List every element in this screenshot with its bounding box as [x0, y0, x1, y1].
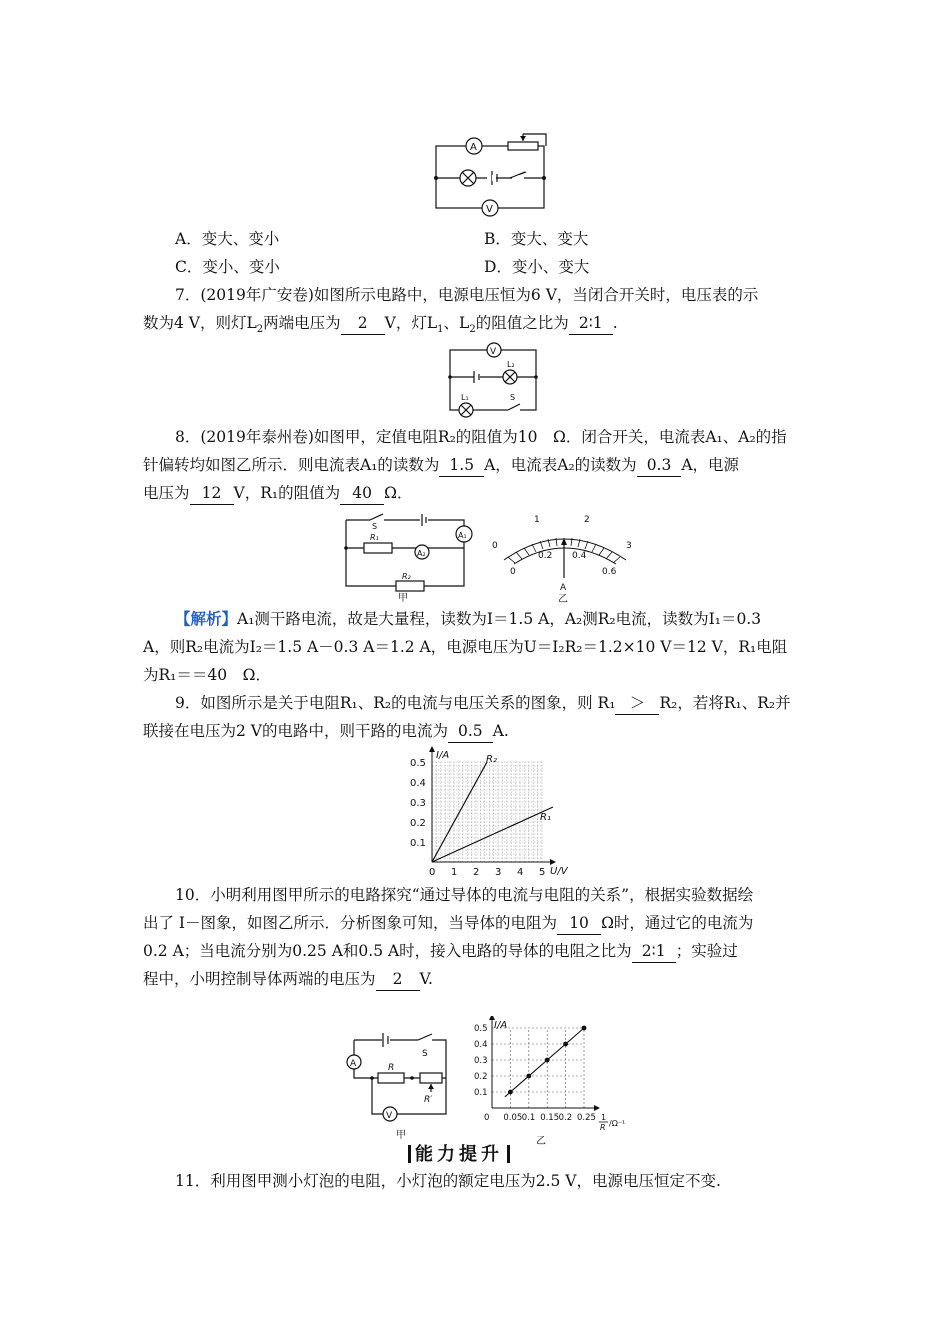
x-axis-arrow	[594, 1105, 600, 1111]
svg-text:0.6: 0.6	[602, 567, 617, 577]
svg-text:甲: 甲	[398, 593, 408, 604]
q10-chart-series	[505, 1026, 587, 1097]
q10-line2: 出了 I－图象，如图乙所示．分析图象可知，当导体的电阻为 10 Ω时，通过它的电流为	[143, 912, 753, 935]
q9-line1: 9．如图所示是关于电阻R₁、R₂的电流与电压关系的图象，则 R₁ ＞ R₂，若将R₁、R₂并	[175, 692, 791, 715]
svg-text:R′: R′	[424, 1095, 433, 1105]
q9-chart-series	[432, 762, 553, 862]
q10-xlabel-unit: /Ω⁻¹	[609, 1119, 626, 1128]
x-tick-label: 0.15	[540, 1113, 560, 1123]
x-axis-arrow	[550, 859, 556, 865]
svg-text:S: S	[372, 522, 378, 531]
series-line-r2	[432, 762, 487, 862]
q8-answer-2: 0.3	[637, 454, 682, 477]
series-line	[505, 1028, 584, 1097]
q7-circuit-diagram	[446, 340, 542, 420]
q10-answer-2: 2∶1	[632, 940, 676, 963]
svg-text:V: V	[386, 1111, 393, 1121]
y-tick-label: 0.1	[410, 838, 426, 849]
q10-answer-1: 10	[557, 912, 601, 935]
q9-chart-ylabel: I/A	[436, 750, 450, 761]
svg-text:2: 2	[584, 515, 590, 525]
q9-chart-xlabel: U/V	[550, 866, 568, 877]
q8-ammeter-dial-yi	[486, 508, 636, 604]
svg-text:A: A	[560, 583, 567, 593]
x-tick-label: 2	[473, 867, 480, 878]
svg-text:3: 3	[626, 541, 632, 551]
q8-line1: 8．(2019年泰州卷)如图甲，定值电阻R₂的阻值为10 Ω．闭合开关，电流表A₁、A₂的指	[175, 428, 787, 446]
svg-text:S: S	[510, 393, 516, 402]
data-point	[545, 1058, 550, 1063]
y-tick-label: 0.3	[410, 798, 426, 809]
svg-text:R: R	[388, 1063, 395, 1073]
svg-text:R₁: R₁	[370, 533, 379, 542]
q7-line1: 7．(2019年广安卷)如图所示电路中，电源电压恒为6 V，当闭合开关时，电压表的示	[175, 286, 759, 304]
q9-chart-grid	[432, 762, 542, 862]
svg-text:L₁: L₁	[461, 393, 469, 402]
q7-line2: 数为4 V，则灯$L_2$两端电压为 2 V，灯$L_1$、$L_2$的阻值之比为 2∶1 .	[143, 314, 618, 336]
analysis-line2: A，则R₂电流为I₂＝1.5 A－0.3 A＝1.2 A，电源电压为U＝I₂R₂＝1.2×10 V＝12 V，R₁电阻	[143, 638, 788, 656]
data-point	[563, 1042, 568, 1047]
option-b: B．变大、变大	[484, 230, 589, 248]
q10-line1: 10．小明利用图甲所示的电路探究“通过导体的电流与电阻的关系”，根据实验数据绘	[175, 886, 754, 904]
svg-text:1: 1	[534, 515, 540, 525]
y-tick-label: 0.2	[410, 818, 426, 829]
y-tick-label: 0.5	[474, 1024, 488, 1034]
q6-circuit-diagram	[430, 128, 550, 220]
svg-text:R₂: R₂	[402, 572, 411, 581]
svg-text:A₂: A₂	[417, 549, 426, 558]
q9-series-label-r2: R₂	[486, 754, 497, 765]
svg-text:V: V	[486, 204, 493, 215]
svg-text:0: 0	[510, 567, 516, 577]
x-tick-label: 0	[484, 1113, 490, 1123]
q10-circuit-diagram-jia	[342, 1018, 462, 1142]
x-tick-label: 0.25	[577, 1113, 596, 1123]
q10-line3: 0.2 A；当电流分别为0.25 A和0.5 A时，接入电路的导体的电阻之比为 2∶1 ；实验过	[143, 940, 738, 963]
q8-circuit-diagram-jia	[340, 508, 480, 604]
q9-iu-chart	[380, 746, 570, 882]
q9-answer-1: ＞	[615, 692, 659, 715]
option-c: C．变小、变小	[175, 258, 280, 276]
q11-line1: 11．利用图甲测小灯泡的电阻，小灯泡的额定电压为2.5 V，电源电压恒定不变.	[175, 1172, 721, 1190]
q10-i-invr-chart	[466, 1016, 656, 1146]
q8-line2: 针偏转均如图乙所示．则电流表A₁的读数为 1.5 A，电流表A₂的读数为 0.3 A，电源	[143, 454, 739, 477]
x-tick-label: 0.2	[558, 1113, 573, 1123]
svg-text:乙: 乙	[536, 1136, 546, 1146]
option-a: A．变大、变小	[175, 230, 280, 248]
q10-line4: 程中，小明控制导体两端的电压为 2 V.	[143, 968, 433, 991]
y-tick-label: 0.1	[474, 1088, 488, 1098]
x-tick-label: 5	[539, 867, 546, 878]
data-point	[508, 1090, 513, 1095]
svg-text:A₁: A₁	[458, 531, 467, 540]
q8-answer-3: 12	[190, 482, 234, 505]
q7-answer-1: 2	[341, 312, 385, 335]
x-tick-label: 1	[451, 867, 458, 878]
svg-text:L₂: L₂	[507, 360, 515, 369]
svg-text:S: S	[422, 1049, 428, 1059]
svg-text:A: A	[350, 1059, 357, 1069]
q8-answer-1: 1.5	[439, 454, 484, 477]
x-tick-label: 0.1	[521, 1113, 536, 1123]
analysis-tag: 【解析】	[175, 609, 238, 628]
data-point	[582, 1026, 587, 1031]
section-heading: 能力提升	[404, 1140, 514, 1166]
y-tick-label: 0.4	[410, 778, 426, 789]
svg-text:乙: 乙	[558, 594, 568, 604]
analysis-line3: 为R₁＝＝40 Ω．	[143, 666, 271, 684]
q7-answer-2: 2∶1	[569, 312, 613, 335]
x-tick-label: 0	[429, 867, 436, 878]
option-d: D．变小、变大	[484, 258, 590, 276]
q10-chart-ylabel: I/A	[494, 1020, 508, 1031]
y-tick-label: 0.3	[474, 1056, 488, 1066]
y-tick-label: 0.4	[474, 1040, 488, 1050]
q9-answer-2: 0.5	[448, 720, 493, 743]
q8-answer-4: 40	[340, 482, 384, 505]
y-axis-arrow	[429, 746, 435, 752]
q9-series-label-r1: R₁	[540, 812, 551, 823]
q10-answer-3: 2	[376, 968, 420, 991]
svg-text:甲: 甲	[396, 1130, 406, 1141]
q9-line2: 联接在电压为2 V的电路中，则干路的电流为 0.5 A.	[143, 720, 509, 743]
x-tick-label: 3	[495, 867, 502, 878]
svg-text:A: A	[470, 142, 477, 153]
q10-xlabel-num: 1	[601, 1113, 607, 1122]
q10-xlabel-den: R	[600, 1123, 606, 1132]
svg-text:0: 0	[492, 541, 498, 551]
x-tick-label: 0.05	[503, 1113, 523, 1123]
svg-text:V: V	[490, 347, 497, 357]
q8-line3: 电压为 12 V，R₁的阻值为 40 Ω．	[143, 482, 412, 505]
data-point	[526, 1074, 531, 1079]
y-tick-label: 0.5	[410, 758, 426, 769]
y-tick-label: 0.2	[474, 1072, 488, 1082]
svg-text:0.4: 0.4	[572, 551, 587, 561]
svg-text:0.2: 0.2	[538, 551, 553, 561]
analysis-line1: 【解析】A₁测干路电流，故是大量程，读数为I＝1.5 A，A₂测R₂电流，读数为I₁＝0.3	[175, 609, 762, 628]
x-tick-label: 4	[517, 867, 524, 878]
